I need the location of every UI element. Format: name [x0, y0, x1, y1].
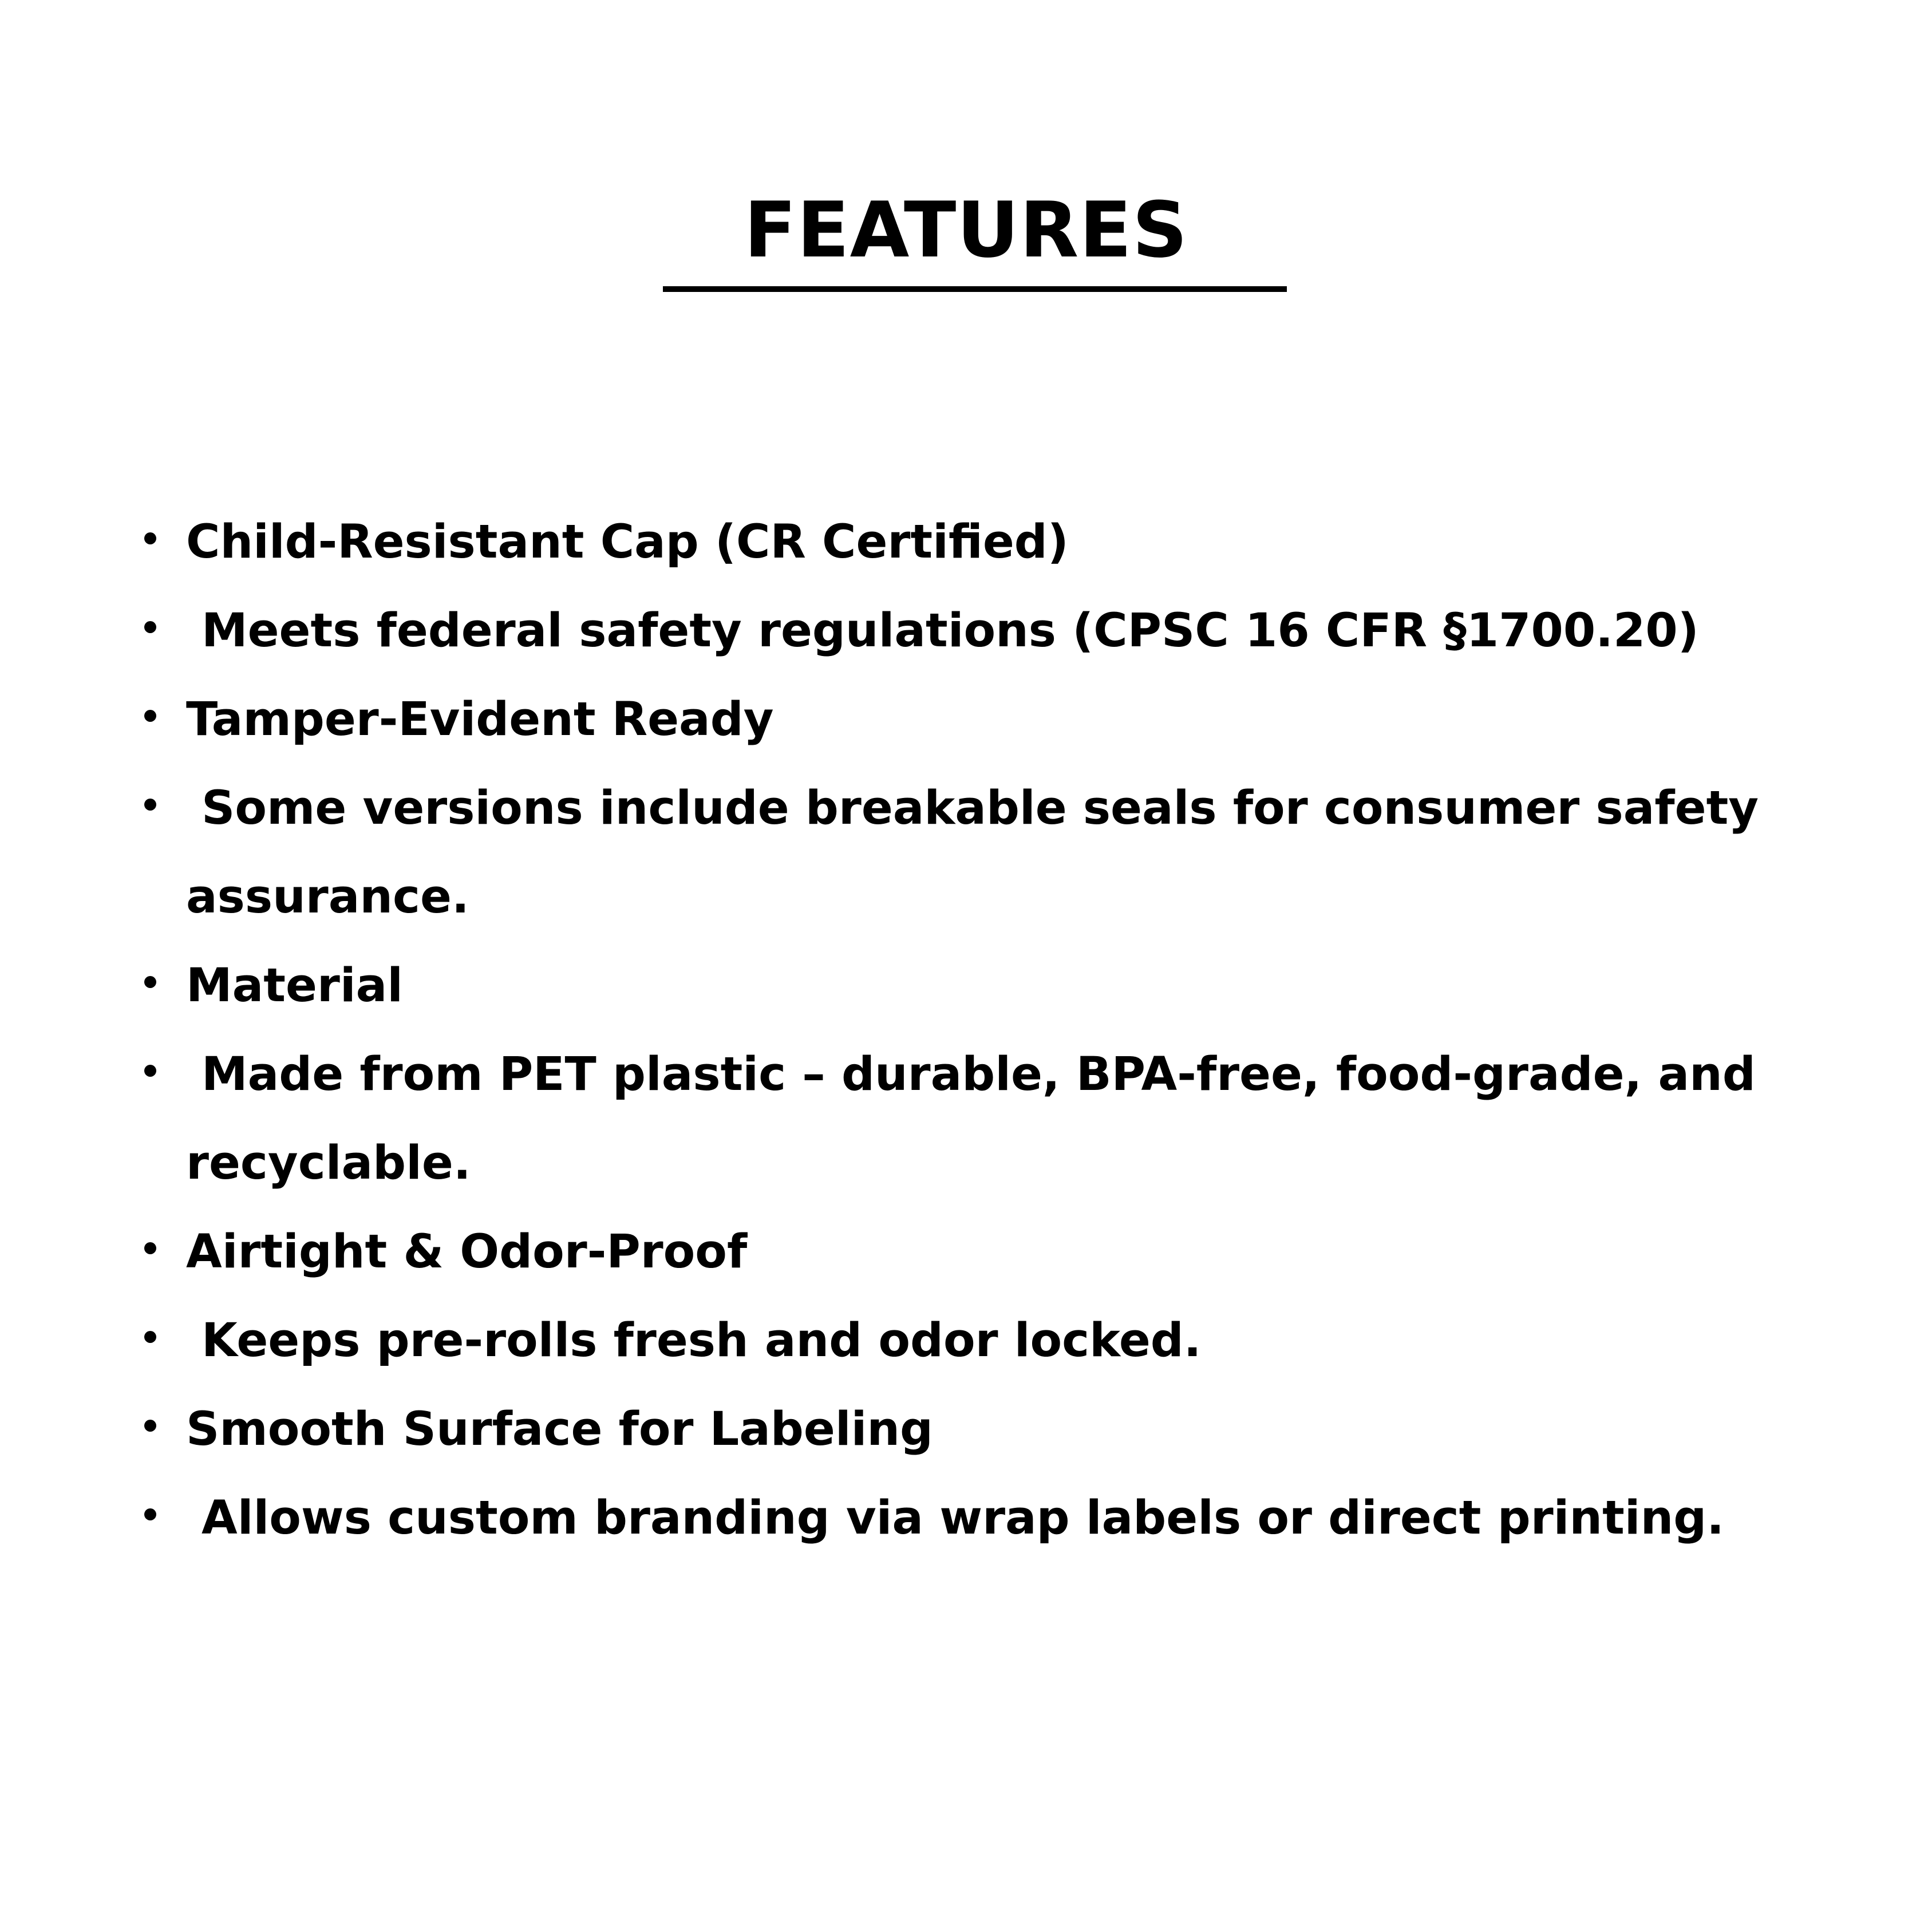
page-title: FEATURES — [744, 185, 1188, 275]
feature-text: Smooth Surface for Labeling — [186, 1402, 934, 1456]
bullet-icon — [144, 1065, 156, 1077]
bullet-icon — [144, 532, 156, 544]
feature-text: Allows custom branding via wrap labels or direct printing. — [202, 1491, 1724, 1545]
bullet-icon — [144, 621, 156, 633]
feature-text: Keeps pre-rolls fresh and odor locked. — [202, 1314, 1202, 1368]
bullet-icon — [144, 976, 156, 988]
bullet-icon — [144, 710, 156, 722]
bullet-icon — [144, 1420, 156, 1432]
bullet-icon — [144, 1331, 156, 1343]
feature-text: Meets federal safety regulations (CPSC 16 CFR §1700.20) — [202, 604, 1699, 658]
feature-text: Child-Resistant Cap (CR Certified) — [186, 515, 1069, 569]
bullet-icon — [144, 799, 156, 811]
feature-text: Material — [186, 959, 404, 1013]
bullet-icon — [144, 1508, 156, 1520]
feature-text-continuation: assurance. — [186, 870, 469, 924]
feature-text: Airtight & Odor-Proof — [186, 1225, 748, 1279]
feature-text: Made from PET plastic – durable, BPA-free, food-grade, and — [202, 1048, 1756, 1101]
feature-text-continuation: recyclable. — [186, 1136, 471, 1190]
feature-text: Tamper-Evident Ready — [186, 693, 774, 746]
bullet-icon — [144, 1242, 156, 1254]
feature-text: Some versions include breakable seals for consumer safety — [202, 781, 1759, 835]
